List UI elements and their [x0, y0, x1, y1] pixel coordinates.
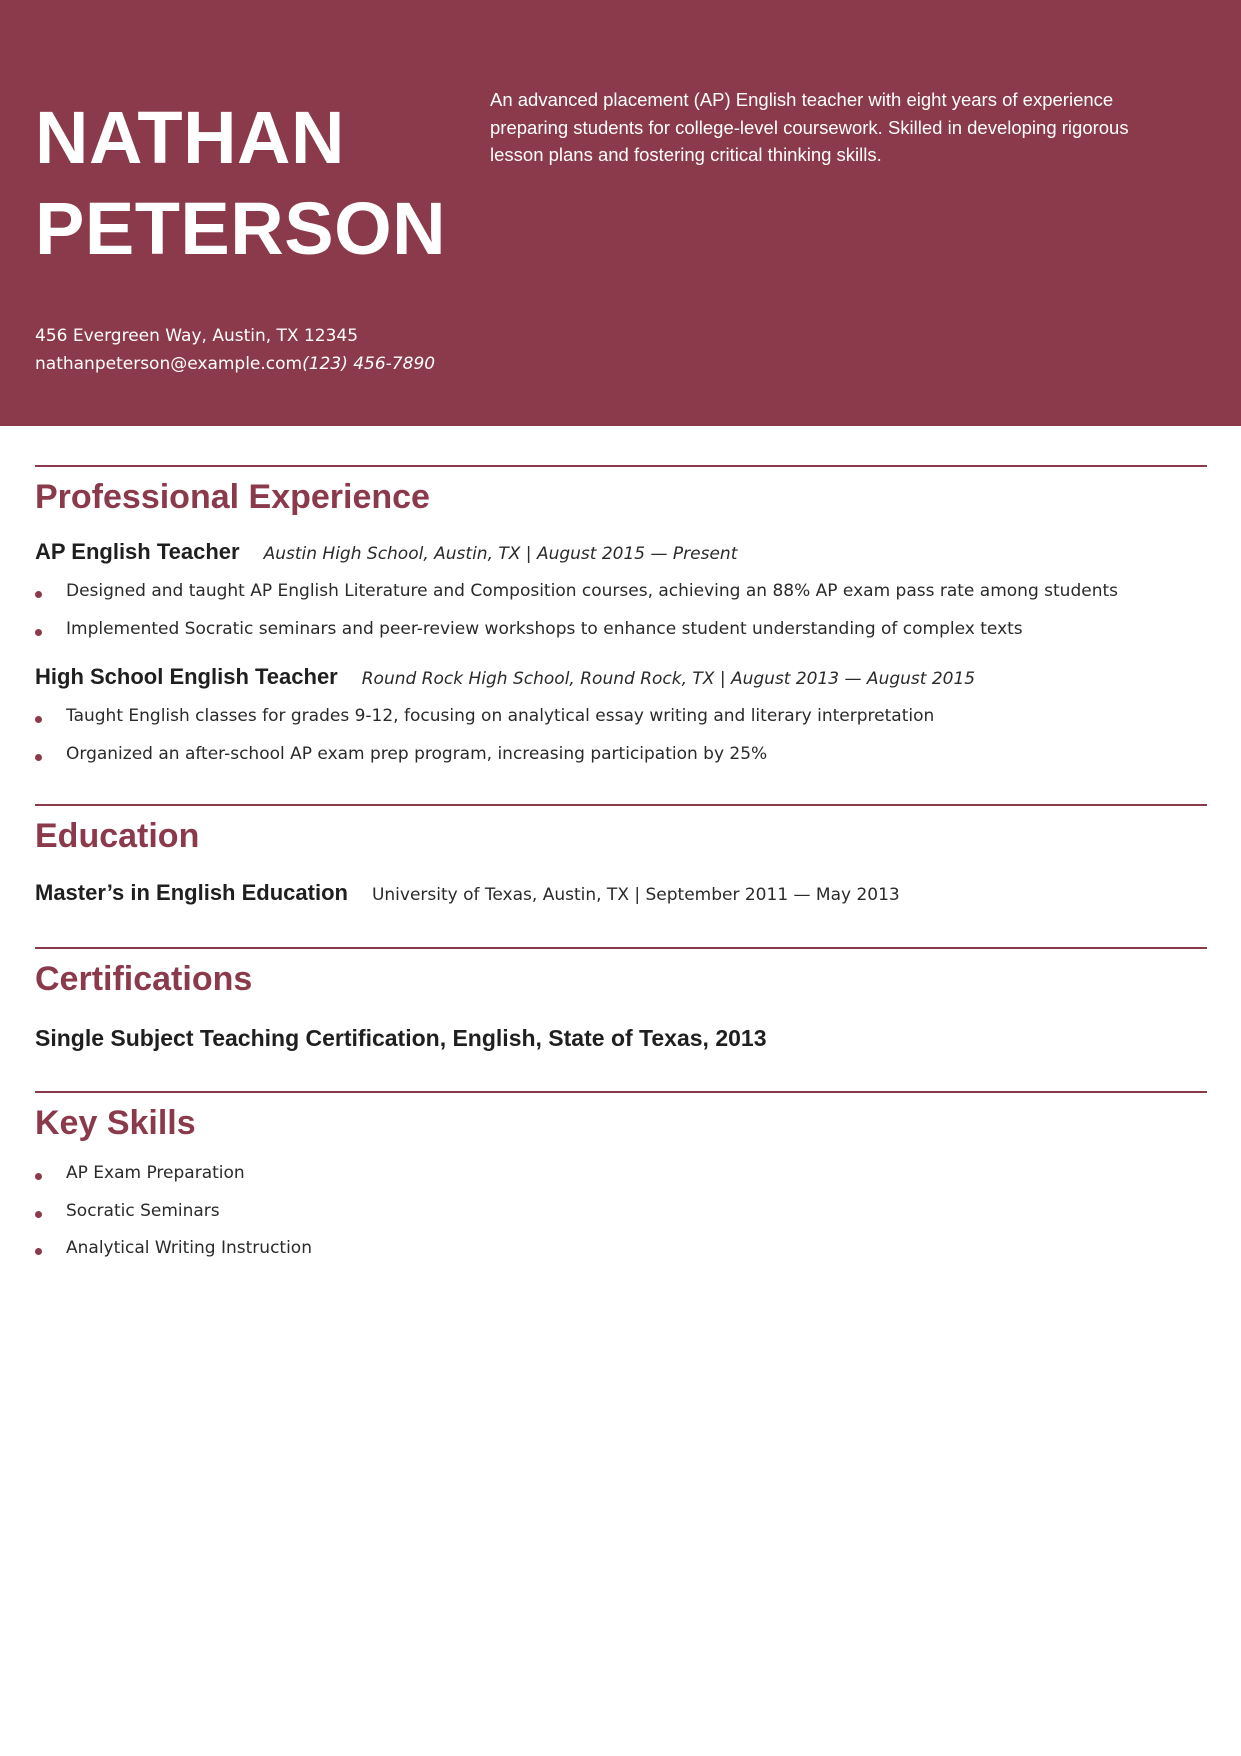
name-last: PETERSON — [35, 187, 447, 270]
list-item — [35, 698, 1207, 736]
job-bullets — [35, 573, 1207, 648]
job-header — [35, 664, 1207, 690]
list-item — [35, 1230, 1207, 1268]
skill-text: Analytical Writing Instruction — [66, 1238, 312, 1258]
contact-info — [35, 322, 435, 378]
phone-number: (123) 456-7890 — [302, 354, 436, 374]
bullet-text: Organized an after-school AP exam prep program, increasing participation by 25% — [66, 743, 768, 764]
bullet-text: Taught English classes for grades 9-12, focusing on analytical essay writing and literary interpretation — [66, 706, 935, 726]
job-meta: Round Rock High School, Round Rock, TX | August 2013 — August 2015 — [361, 669, 976, 689]
section-title-education: Education — [35, 817, 200, 855]
bullet-dot-icon — [35, 1248, 42, 1255]
certifications-section — [35, 947, 1207, 1052]
job-title: AP English Teacher — [35, 539, 240, 564]
education-meta: University of Texas, Austin, TX | September 2011 — May 2013 — [371, 885, 900, 905]
bullet-dot-icon — [35, 1173, 42, 1180]
bullet-dot-icon — [35, 629, 42, 636]
list-item — [35, 736, 1207, 774]
job-title: High School English Teacher — [35, 664, 338, 689]
bullet-dot-icon — [35, 591, 42, 598]
list-item — [35, 1193, 1207, 1231]
skill-text: Socratic Seminars — [66, 1200, 220, 1221]
candidate-name — [35, 92, 446, 274]
bullet-text: Designed and taught AP English Literature and Composition courses, achieving an 88% AP exam pass rate among students — [66, 581, 1118, 601]
skill-text: AP Exam Preparation — [66, 1163, 245, 1183]
education-section — [35, 804, 1207, 906]
email-link[interactable]: nathanpeterson@example.com — [35, 354, 303, 374]
job-header — [35, 539, 1207, 565]
section-title-certifications: Certifications — [35, 960, 253, 998]
list-item — [35, 1155, 1207, 1193]
skills-list — [35, 1155, 1207, 1268]
job-bullets — [35, 698, 1207, 773]
name-first: NATHAN — [35, 96, 345, 179]
profile-summary: An advanced placement (AP) English teacher with eight years of experience preparing students for college-level coursework. Skilled in developing rigorous lesson plans and fostering critical thinking skills. — [490, 89, 1129, 165]
job-meta: Austin High School, Austin, TX | August 2015 — Present — [263, 544, 738, 564]
bullet-dot-icon — [35, 716, 42, 723]
list-item — [35, 573, 1207, 611]
certification-item: Single Subject Teaching Certification, English, State of Texas, 2013 — [35, 1025, 767, 1051]
section-title-skills: Key Skills — [35, 1104, 196, 1142]
resume-header — [0, 0, 1241, 426]
bullet-text: Implemented Socratic seminars and peer-review workshops to enhance student understanding of complex texts — [66, 618, 1023, 639]
bullet-dot-icon — [35, 1211, 42, 1218]
bullet-dot-icon — [35, 754, 42, 761]
skills-section — [35, 1091, 1207, 1268]
email-phone-line — [35, 350, 435, 378]
list-item — [35, 611, 1207, 649]
experience-section — [35, 465, 1207, 773]
degree-title: Master’s in English Education — [35, 880, 348, 905]
education-entry — [35, 880, 1207, 906]
section-title-experience: Professional Experience — [35, 478, 430, 516]
address: 456 Evergreen Way, Austin, TX 12345 — [35, 326, 359, 346]
